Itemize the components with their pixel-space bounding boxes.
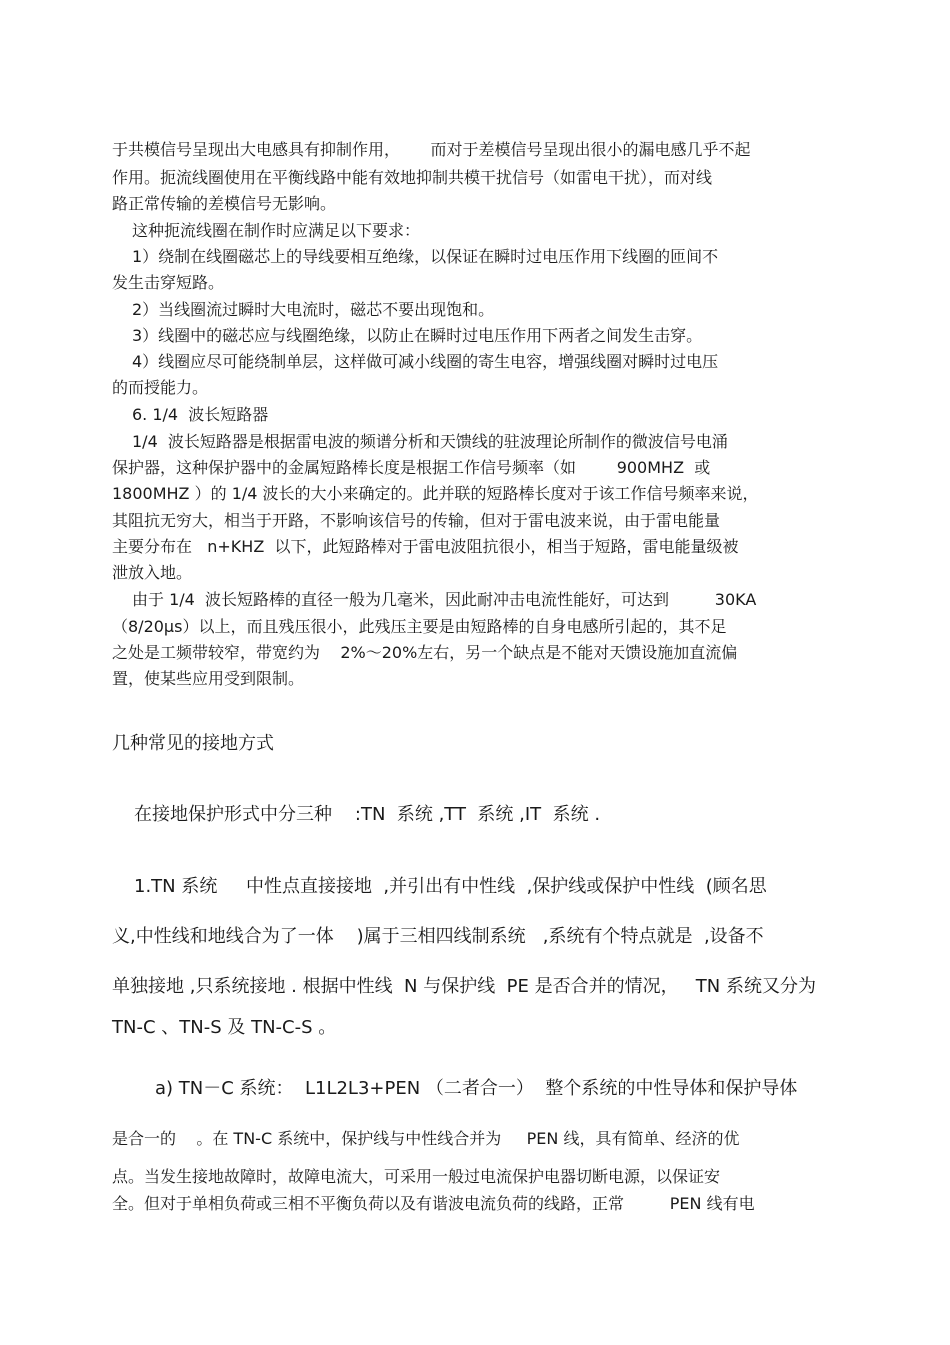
paragraph-line: 义,中性线和地线合为了一体 )属于三相四线制系统 ,系统有个特点就是 ,设备不 <box>112 926 764 947</box>
list-item: 1）绕制在线圈磁芯上的导线要相互绝缘，以保证在瞬时过电压作用下线圈的匝间不 <box>132 247 719 266</box>
list-item: 2）当线圈流过瞬时大电流时，磁芯不要出现饱和。 <box>132 300 495 319</box>
paragraph-line: 1800MHZ ）的 1/4 波长的大小来确定的。此并联的短路棒长度对于该工作信号频率来说， <box>112 484 759 503</box>
paragraph-line: TN-C 、TN-S 及 TN-C-S 。 <box>112 1017 337 1038</box>
paragraph-line: 路正常传输的差模信号无影响。 <box>112 194 337 213</box>
subheading: a) TN－C 系统： L1L2L3+PEN （二者合一） 整个系统的中性导体和保护导体 <box>155 1078 798 1099</box>
paragraph-line: 于共模信号呈现出大电感具有抑制作用， 而对于差模信号呈现出很小的漏电感几乎不起 <box>112 140 751 159</box>
paragraph-line: 的而授能力。 <box>112 378 209 397</box>
paragraph-line: 1.TN 系统 中性点直接接地 ,并引出有中性线 ,保护线或保护中性线 (顾名思 <box>134 876 767 897</box>
paragraph-line: 泄放入地。 <box>112 563 193 582</box>
subheading: 6. 1/4 波长短路器 <box>132 405 269 424</box>
paragraph-line: 1/4 波长短路器是根据雷电波的频谱分析和天馈线的驻波理论所制作的微波信号电涌 <box>132 432 728 451</box>
paragraph-line: 全。但对于单相负荷或三相不平衡负荷以及有谐波电流负荷的线路，正常 PEN 线有电 <box>112 1194 755 1213</box>
paragraph-line: 作用。扼流线圈使用在平衡线路中能有效地抑制共模干扰信号（如雷电干扰），而对线 <box>112 168 713 187</box>
paragraph-line: （8/20μs）以上，而且残压很小，此残压主要是由短路棒的自身电感所引起的，其不足 <box>112 617 727 636</box>
paragraph-line: 其阻抗无穷大，相当于开路，不影响该信号的传输，但对于雷电波来说，由于雷电能量 <box>112 511 721 530</box>
paragraph-line: 主要分布在 n+KHZ 以下，此短路棒对于雷电波阻抗很小，相当于短路，雷电能量级被 <box>112 537 739 556</box>
paragraph-line: 单独接地 ,只系统接地 . 根据中性线 N 与保护线 PE 是否合并的情况， TN 系统又分为 <box>112 976 816 997</box>
paragraph-line: 由于 1/4 波长短路棒的直径一般为几毫米，因此耐冲击电流性能好，可达到 30KA <box>132 590 757 609</box>
section-heading: 几种常见的接地方式 <box>112 733 274 754</box>
paragraph-line: 发生击穿短路。 <box>112 273 225 292</box>
list-item: 3）线圈中的磁芯应与线圈绝缘，以防止在瞬时过电压作用下两者之间发生击穿。 <box>132 326 703 345</box>
paragraph-line: 点。当发生接地故障时，故障电流大，可采用一般过电流保护电器切断电源，以保证安 <box>112 1167 721 1186</box>
paragraph-line: 是合一的 。在 TN-C 系统中，保护线与中性线合并为 PEN 线，具有简单、经济的优 <box>112 1129 740 1148</box>
paragraph-line: 这种扼流线圈在制作时应满足以下要求： <box>132 221 421 240</box>
paragraph-line: 置，使某些应用受到限制。 <box>112 669 305 688</box>
list-item: 4）线圈应尽可能绕制单层，这样做可减小线圈的寄生电容，增强线圈对瞬时过电压 <box>132 352 719 371</box>
paragraph-line: 之处是工频带较窄，带宽约为 2%～20%左右，另一个缺点是不能对天馈设施加直流偏 <box>112 643 738 662</box>
paragraph-line: 在接地保护形式中分三种 :TN 系统 ,TT 系统 ,IT 系统 . <box>134 804 601 825</box>
paragraph-line: 保护器，这种保护器中的金属短路棒长度是根据工作信号频率（如 900MHZ 或 <box>112 458 711 477</box>
